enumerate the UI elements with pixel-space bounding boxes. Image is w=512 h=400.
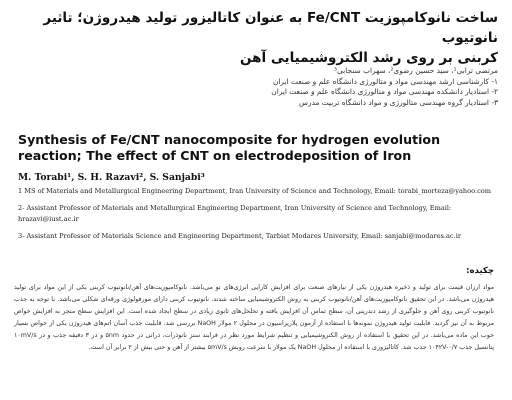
english-affiliation-3: 3- Assistant Professor of Materials Science and Engineering Department, Tarbiat Modares University, Email: sanjabi@modares.ac.ir [18, 231, 461, 240]
abstract-heading: چکیده: [466, 266, 494, 276]
persian-title [14, 8, 498, 68]
english-affiliation-1: 1 MS of Materials and Metallurgical Engineering Department, Iran University of Science and Technology, Email: torabi_morteza@yahoo.com [18, 187, 491, 195]
english-affiliations [18, 186, 508, 247]
persian-authors: مرتضی ترابی¹، سید حسین رضوی²، سهراب سنجابی³ [334, 66, 498, 75]
persian-authors-block [14, 66, 498, 108]
persian-title-line-2: کربنی بر روی رشد الکتروشیمیایی آهن [240, 50, 498, 66]
persian-affiliation-2: ۲- استادیار دانشکده مهندسی مواد و متالورژی دانشگاه علم و صنعت ایران [271, 87, 498, 96]
persian-affiliation-1: ۱- کارشناسی ارشد مهندسی مواد و متالورژی دانشگاه علم و صنعت ایران [272, 76, 498, 86]
persian-title-line-1: ساخت نانوکامپوزیت Fe/CNT به عنوان کاتالیزور تولید هیدروژن؛ تاثیر نانوتیوب [43, 10, 498, 46]
english-title: Synthesis of Fe/CNT nanocomposite for hydrogen evolution reaction; The effect of CNT on electrodeposition of Iron [18, 132, 441, 163]
persian-affiliation-3: ۳- استادیار گروه مهندسی متالورژی و مواد دانشگاه تربیت مدرس [299, 97, 498, 107]
abstract-body: مواد ارزان قیمت برای تولید و ذخیره هیدروژن یکی از نیازهای صنعت برای افزایش کارایی انرژی‌های نو می‌باشد. نانوکامپوزیت‌های آهن/نانوتیوب کربنی یکی از این مواد برای تولید هیدروژن می‌باشد. در این تحقیق نانوکامپوزیت‌های آهن/نانوتیوب کربنی به روش الکتروشیمیایی ساخته شدند. نانوتیوب کربنی دارای مورفولوژی ورقه‌ای شکلی می‌باشد. با توجه به جذب نانوتیوب کربنی روی آهن و جلوگیری از رشد دندریتی آن، سطح تماس آن افزایش یافته و تخلخل‌های ثانوی زیادی در سطح ایجاد شده است. این افزایش سطح منجر به افزایش خواص مربوط به آن نیز گردید. قابلیت تولید هیدروژن نمونه‌ها با استفاده از آزمون پلاریزاسیون در محلول ۲ مولار NaOH بررسی شد. قابلیت جذب آسان اتم‌های هیدروژن یکی از خواص بسیار خوب این ماده می‌باشد. در این تحقیق با استفاده از روش الکتروشیمیایی و تنظیم شرایط مورد نظر در فرایند ستز نانوذرات، ذراتی در حدود ۵nm و در ۳ دقیقه جذب و در ۱۰mV/s پتانسیل جذب ۱۰۴۲V-۰/۷ جذب شد. کاتالیزوری با استفاده از محلول NaOH یک مولار با سرعت روبش ۵mV/s بیشتر از آهن و حتی بیش از ۲ برابر آن است. [14, 284, 495, 351]
english-affiliation-2: 2- Assistant Professor of Materials and Metallurgical Engineering Department, Iran University of Science and Technology, Email: hrazavi@iust.ac.ir [18, 203, 452, 224]
english-authors: M. Torabi¹, S. H. Razavi², S. Sanjabi³ [18, 172, 205, 183]
